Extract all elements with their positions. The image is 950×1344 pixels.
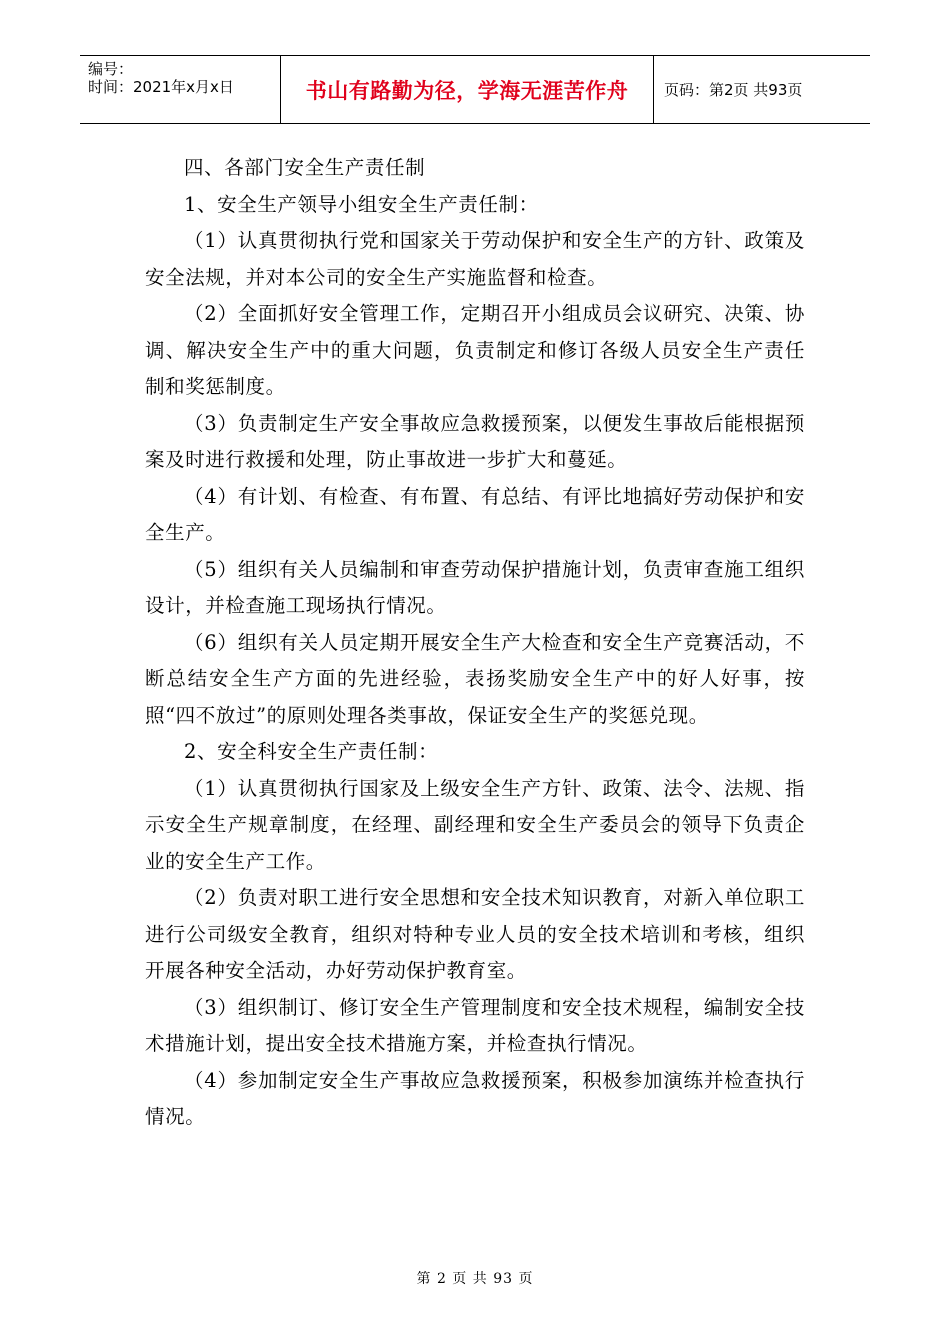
header-page-info: 页码：第2页 共93页 xyxy=(664,81,803,99)
paragraph: （1）认真贯彻执行国家及上级安全生产方针、政策、法令、法规、指示安全生产规章制度，在经理、副经理和安全生产委员会的领导下负责企业的安全生产工作。 xyxy=(145,776,805,873)
paragraph: （1）认真贯彻执行党和国家关于劳动保护和安全生产的方针、政策及安全法规，并对本公司的安全生产实施监督和检查。 xyxy=(145,229,805,289)
header-slogan: 书山有路勤为径，学海无涯苦作舟 xyxy=(281,56,654,123)
paragraph: （6）组织有关人员定期开展安全生产大检查和安全生产竞赛活动，不断总结安全生产方面的先进经验，表扬奖励安全生产中的好人好事，按照“四不放过”的原则处理各类事故，保证安全生产的奖惩兑现。 xyxy=(145,630,805,727)
document-time-label: 时间：2021年x月x日 xyxy=(88,78,234,96)
paragraph: （3）组织制订、修订安全生产管理制度和安全技术规程，编制安全技术措施计划，提出安全技术措施方案，并检查执行情况。 xyxy=(145,995,805,1055)
paragraph: （5）组织有关人员编制和审查劳动保护措施计划，负责审查施工组织设计，并检查施工现场执行情况。 xyxy=(145,557,805,617)
paragraph: （4）有计划、有检查、有布置、有总结、有评比地搞好劳动保护和安全生产。 xyxy=(145,484,805,544)
page-footer: 第 2 页 共 93 页 xyxy=(416,1271,534,1287)
paragraph: （2）负责对职工进行安全思想和安全技术知识教育，对新入单位职工进行公司级安全教育，组织对特种专业人员的安全技术培训和考核，组织开展各种安全活动，办好劳动保护教育室。 xyxy=(145,886,805,982)
section-heading-4: 四、各部门安全生产责任制 xyxy=(184,156,426,179)
document-number-label: 编号： xyxy=(88,60,134,78)
subsection-heading-2: 2、安全科安全生产责任制： xyxy=(184,740,439,763)
document-body xyxy=(145,150,805,1136)
paragraph: （3）负责制定生产安全事故应急救援预案，以便发生事故后能根据预案及时进行救援和处理，防止事故进一步扩大和蔓延。 xyxy=(145,411,805,471)
header-meta xyxy=(80,56,281,123)
paragraph: （4）参加制定安全生产事故应急救援预案，积极参加演练并检查执行情况。 xyxy=(145,1068,805,1128)
paragraph: （2）全面抓好安全管理工作，定期召开小组成员会议研究、决策、协调、解决安全生产中的重大问题，负责制定和修订各级人员安全生产责任制和奖惩制度。 xyxy=(145,302,805,398)
page-header xyxy=(80,55,870,124)
subsection-heading-1: 1、安全生产领导小组安全生产责任制： xyxy=(184,192,539,216)
